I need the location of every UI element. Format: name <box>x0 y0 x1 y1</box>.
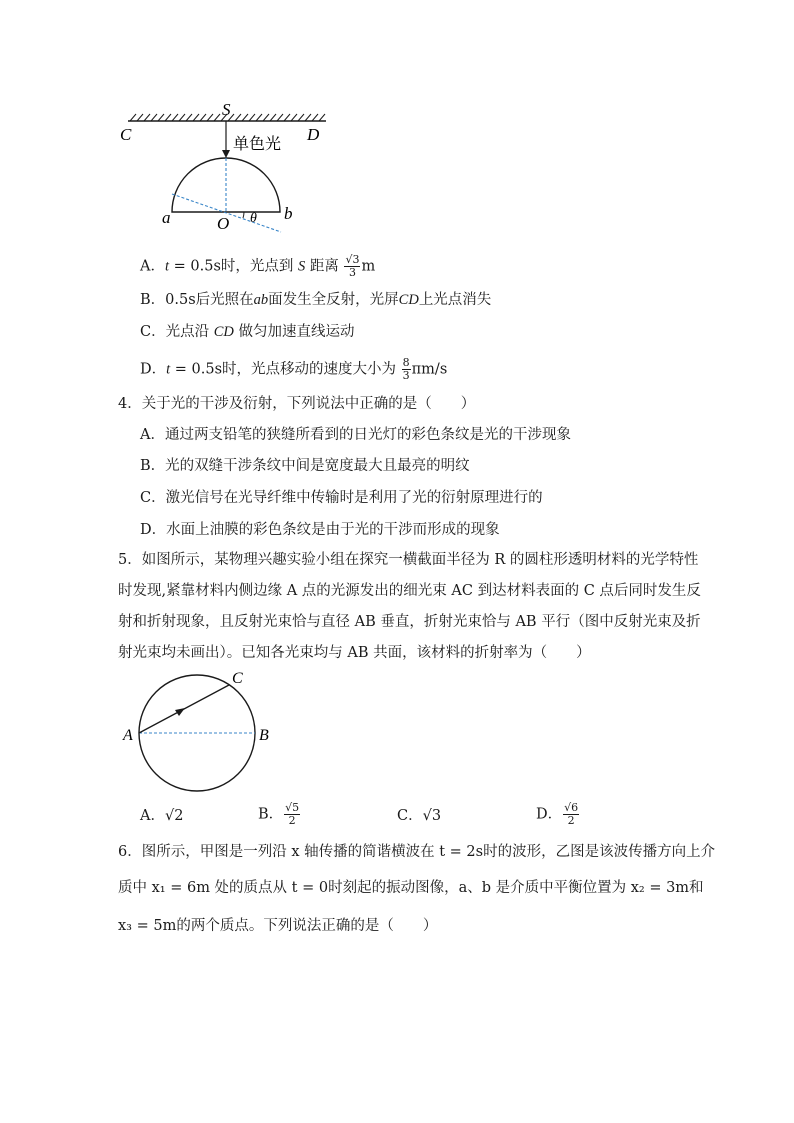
q3-option-c <box>140 322 354 342</box>
q6-stem-line1: 6．图所示，甲图是一列沿 x 轴传播的简谐横波在 t = 2s时的波形，乙图是该波传播方向上介 <box>118 844 716 860</box>
q5-stem-line3: 射和折射现象，且反射光束恰与直径 AB 垂直，折射光束恰与 AB 平行（图中反射光束及折 <box>118 614 701 630</box>
arrow-head <box>222 150 230 158</box>
label-b: b <box>284 204 293 223</box>
var-ab: ab <box>253 292 269 308</box>
label-monochromatic: 单色光 <box>233 134 282 153</box>
q6-stem-line2: 质中 x₁ = 6m 处的质点从 t = 0时刻起的振动图像，a、b 是介质中平衡位置为 x₂ = 3m和 <box>118 880 704 896</box>
label-a: a <box>162 208 171 227</box>
var-cd: CD <box>398 292 419 308</box>
label-b: B <box>259 727 269 744</box>
option-text: = 0.5s时，光点到 <box>169 258 298 275</box>
q5-stem-line1: 5．如图所示，某物理兴趣实验小组在探究一横截面半径为 R 的圆柱形透明材料的光学特性 <box>118 552 699 568</box>
q4-option-a: A．通过两支铅笔的狭缝所看到的日光灯的彩色条纹是光的干涉现象 <box>140 427 571 443</box>
var-t: t <box>166 361 171 378</box>
option-text: 做匀加速直线运动 <box>233 324 355 340</box>
option-prefix: B． <box>258 806 284 823</box>
fraction: $\frac{√6}{2}$ <box>564 801 579 827</box>
q3-option-b <box>140 290 491 310</box>
circle-cross-section <box>139 675 255 791</box>
label-theta: θ <box>250 211 257 226</box>
option-text: 上光点消失 <box>418 292 492 308</box>
q5-option-c: C．√3 <box>397 808 442 824</box>
unit: πm/s <box>411 361 448 378</box>
q3-option-d <box>140 357 447 382</box>
label-c: C <box>120 125 132 144</box>
label-s: S <box>222 100 231 119</box>
unit: m <box>361 258 376 275</box>
option-text: 距离 <box>305 258 344 275</box>
q4-stem: 4．关于光的干涉及衍射，下列说法中正确的是（ ） <box>118 396 476 412</box>
q5-stem-line4: 射光束均未画出）。已知各光束均与 AB 共面，该材料的折射率为（ ） <box>118 645 591 661</box>
label-o: O <box>217 214 230 233</box>
arrow-head <box>175 708 185 716</box>
option-text: C．光点沿 <box>140 324 214 340</box>
fraction: $\frac{√3}{3}$ <box>345 253 360 279</box>
option-prefix: D． <box>140 361 167 378</box>
q3-option-a <box>140 254 375 279</box>
ray-ac <box>139 685 229 733</box>
figure-semicircle-light <box>0 0 794 250</box>
q4-option-c: C．激光信号在光导纤维中传输时是利用了光的衍射原理进行的 <box>140 490 543 506</box>
option-prefix: A． <box>140 258 165 275</box>
var-t: t <box>164 258 170 275</box>
option-text: B．0.5s后光照在 <box>140 292 254 308</box>
q4-option-b: B．光的双缝干涉条纹中间是宽度最大且最亮的明纹 <box>140 458 470 474</box>
q4-option-d: D．水面上油膜的彩色条纹是由于光的干涉而形成的现象 <box>140 522 500 538</box>
option-prefix: D． <box>536 806 563 823</box>
label-d: D <box>307 125 320 144</box>
q5-option-a: A．√2 <box>140 808 184 824</box>
q5-stem-line2: 时发现,紧靠材料内侧边缘 A 点的光源发出的细光束 AC 到达材料表面的 C 点后同时发生反 <box>118 583 701 599</box>
fraction: $\frac{8}{3}$ <box>402 356 410 382</box>
label-c: C <box>232 670 243 687</box>
q5-option-b <box>258 802 301 827</box>
option-text: = 0.5s时，光点移动的速度大小为 <box>170 361 401 378</box>
q6-stem-line3: x₃ = 5m的两个质点。下列说法正确的是（ ） <box>118 918 438 934</box>
option-text: 面发生全反射，光屏 <box>268 292 399 308</box>
fraction: $\frac{√5}{2}$ <box>285 801 300 827</box>
label-a: A <box>123 727 133 744</box>
var-cd: CD <box>213 324 234 340</box>
angle-arc <box>243 212 244 218</box>
q5-option-d <box>536 802 580 827</box>
var-s: S <box>298 258 306 275</box>
